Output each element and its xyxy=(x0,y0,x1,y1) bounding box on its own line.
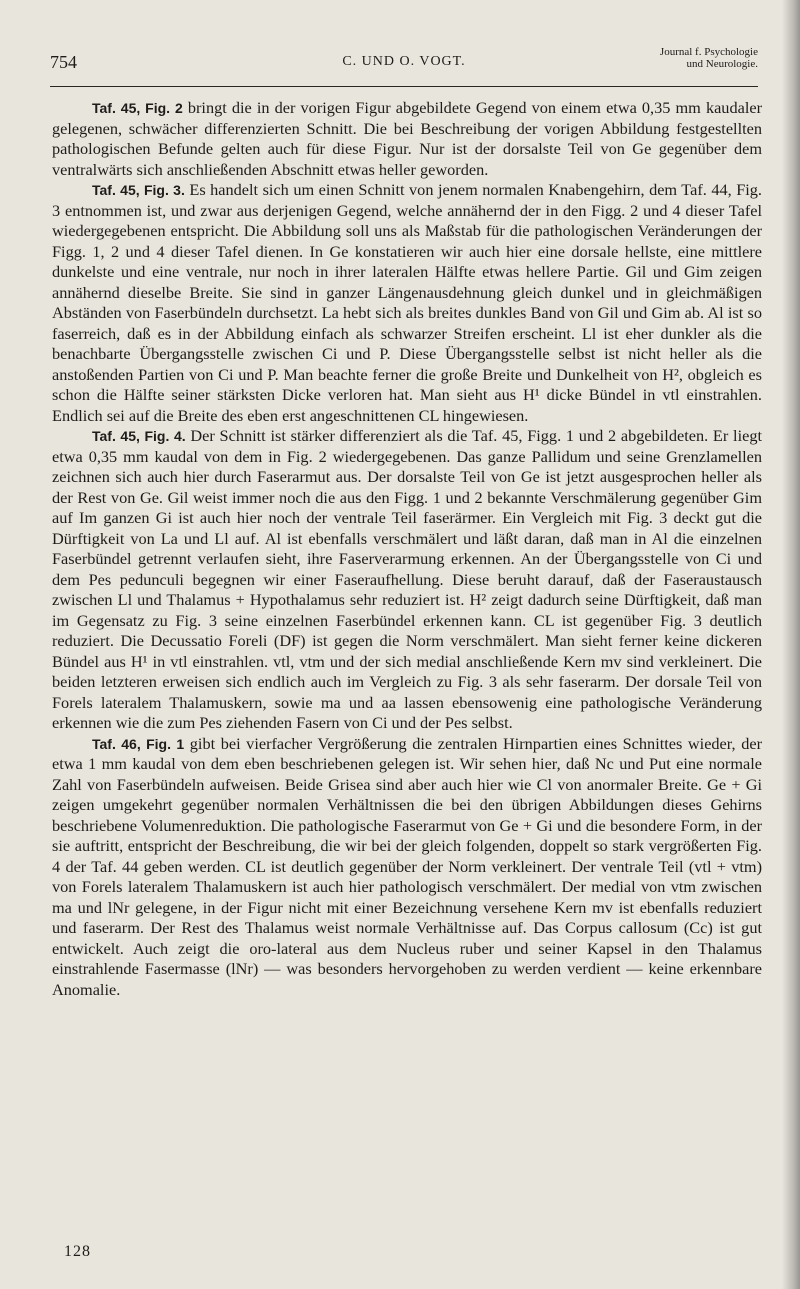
body-text xyxy=(52,98,762,1238)
journal-title-line-1: Journal f. Psychologie xyxy=(659,46,758,58)
figure-reference: Taf. 45, Fig. 2 xyxy=(92,100,183,116)
paragraph-text: bringt die in der vorigen Figur abgebildete Gegend von einem etwa 0,35 mm kaudaler gelegenen, schwächer differenzierten Schnitt. Die bei Beschreibung der vorigen Abbildung festgestellten pathologischen Befunde gelten auch für diese Figur. Nur ist der dorsalste Teil von Ge gegenüber dem ventralwärts sich anschließenden Abschnitt etwas heller geworden. xyxy=(52,98,762,179)
journal-title xyxy=(660,46,758,70)
paragraph-taf45-fig4 xyxy=(52,426,762,734)
paragraph-text: Der Schnitt ist stärker differenziert als die Taf. 45, Figg. 1 und 2 abgebildeten. Er liegt etwa 0,35 mm kaudal von dem in Fig. 2 wiedergegebenen. Das ganze Pallidum und seine Grenzlamellen zeichnen sich auch hier durch Faserarmut aus. Der dorsalste Teil von Ge ist jetzt ausgesprochen heller als der Rest von Ge. Gil weist immer noch die aus den Figg. 1 und 2 bekannte Verschmälerung gegenüber Gim auf Im ganzen Gi ist auch hier noch der ventrale Teil faserärmer. Ein Vergleich mit Fig. 3 deckt gut die Dürftigkeit von La und Ll auf. Al ist ebenfalls verschmälert und läßt daran, daß man in Al die einzelnen Faserbündel getrennt verlaufen sieht, ihre Faserverarmung erkennen. An der Übergangsstelle von Ci und dem Pes pedunculi begegnen wir einer Faseraufhellung. Diese beruht darauf, daß der Faseraustausch zwischen Ll und Thalamus + Hypothalamus sehr reduziert ist. H² zeigt dadurch seine Dürftigkeit, daß man im Gegensatz zu Fig. 3 seine einzelnen Faserbündel erkennen kann. CL ist gegenüber Fig. 3 deutlich reduziert. Die Decussatio Foreli (DF) ist gegen die Norm verschmälert. Man sieht ferner keine dickeren Bündel aus H¹ in vtl einstrahlen. vtl, vtm und der sich medial anschließende Kern mv sind verkleinert. Die beiden letzteren erweisen sich endlich auch im Vergleich zu Fig. 3 als sehr faserarm. Der dorsale Teil von Forels lateralem Thalamuskern, sowie ma und aa lassen ebensowenig eine pathologische Veränderung erkennen wie die zum Pes ziehenden Fasern von Ci und der Pes selbst. xyxy=(52,426,762,732)
figure-reference: Taf. 45, Fig. 4. xyxy=(92,428,186,444)
figure-reference: Taf. 46, Fig. 1 xyxy=(92,735,185,752)
running-header xyxy=(50,46,758,87)
paragraph-text: Es handelt sich um einen Schnitt von jenem normalen Knabengehirn, dem Taf. 44, Fig. 3 entnommen ist, und zwar aus derjenigen Gegend, welche annähernd der in den Figg. 2 und 4 dieser Tafel wiedergegebenen entspricht. Die Abbildung soll uns als Maßstab für die pathologischen Veränderungen der Figg. 1, 2 und 4 dieser Tafel dienen. In Ge konstatieren wir auch hier eine dorsale hellste, eine mittlere dunkelste und eine ventrale, nur noch in ihrer lateralen Hälfte etwas hellere Partie. Gil und Gim zeigen annähernd dieselbe Breite. Sie sind in ganzer Längenausdehnung gleich dunkel und in gleichmäßigen Abständen von Faserbündeln durchsetzt. La hebt sich als breites dunkles Band von Gil und Gim ab. Al ist so faserreich, daß es in der Abbildung einfach als schwarzer Streifen erscheint. Ll ist eher dunkler als die benachbarte Übergangsstelle zwischen Ci und P. Diese Übergangsstelle selbst ist nicht heller als die anstoßenden Partien von Ci und P. Man beachte ferner die große Breite und Dunkelheit von H², obgleich es schon die Hälfte seiner stärksten Dicke verloren hat. Man sieht aus H¹ dicke Bündel in vtl einstrahlen. Endlich sei auf die Breite des eben erst angeschnittenen CL hingewiesen. xyxy=(52,180,762,425)
journal-title-line-2: und Neurologie. xyxy=(686,58,758,70)
figure-reference: Taf. 45, Fig. 3. xyxy=(92,182,185,198)
paragraph-taf45-fig3 xyxy=(52,180,762,426)
paragraph-text: gibt bei vierfacher Vergrößerung die zentralen Hirnpartien eines Schnittes wieder, der etwa 1 mm kaudal von dem eben beschriebenen gelegen ist. Wir sehen hier, daß Nc und Put eine normale Zahl von Faserbündeln aufweisen. Beide Grisea sind aber auch hier wie Cl von anormaler Breite. Ge + Gi zeigen umgekehrt gegenüber normalen Verhältnissen die bei den übrigen Abbildungen dieses Gehirns beschriebene Volumenreduktion. Die pathologische Faserarmut von Ge + Gi und die besondere Form, in der sie auftritt, entspricht der Beschreibung, die wir bei der gleich folgenden, doppelt so stark vergrößerten Fig. 4 der Taf. 44 geben werden. CL ist deutlich gegenüber der Norm verkleinert. Der ventrale Teil (vtl + vtm) von Forels lateralem Thalamuskern ist auch hier pathologisch verschmälert. Der medial von vtm zwischen ma und lNr gelegene, in der Figur nicht mit einer Bezeichnung versehene Kern mv ist ebenfalls reduziert und faserarm. Der Rest des Thalamus weist normale Verhältnisse auf. Das Corpus callosum (Cc) ist gut entwickelt. Auch zeigt die oro-lateral aus dem Nucleus ruber und seiner Kapsel in den Thalamus einstrahlende Fasermasse (lNr) — was besonders hervorgehoben zu werden verdient — keine erkennbare Anomalie. xyxy=(52,733,762,999)
signature-mark: 128 xyxy=(64,1243,91,1260)
page-number: 754 xyxy=(50,52,77,72)
paragraph-taf45-fig2 xyxy=(52,98,762,180)
paragraph-taf46-fig1 xyxy=(52,734,762,1001)
page-spine-shadow xyxy=(782,0,800,1289)
running-title-authors: C. UND O. VOGT. xyxy=(342,54,466,69)
